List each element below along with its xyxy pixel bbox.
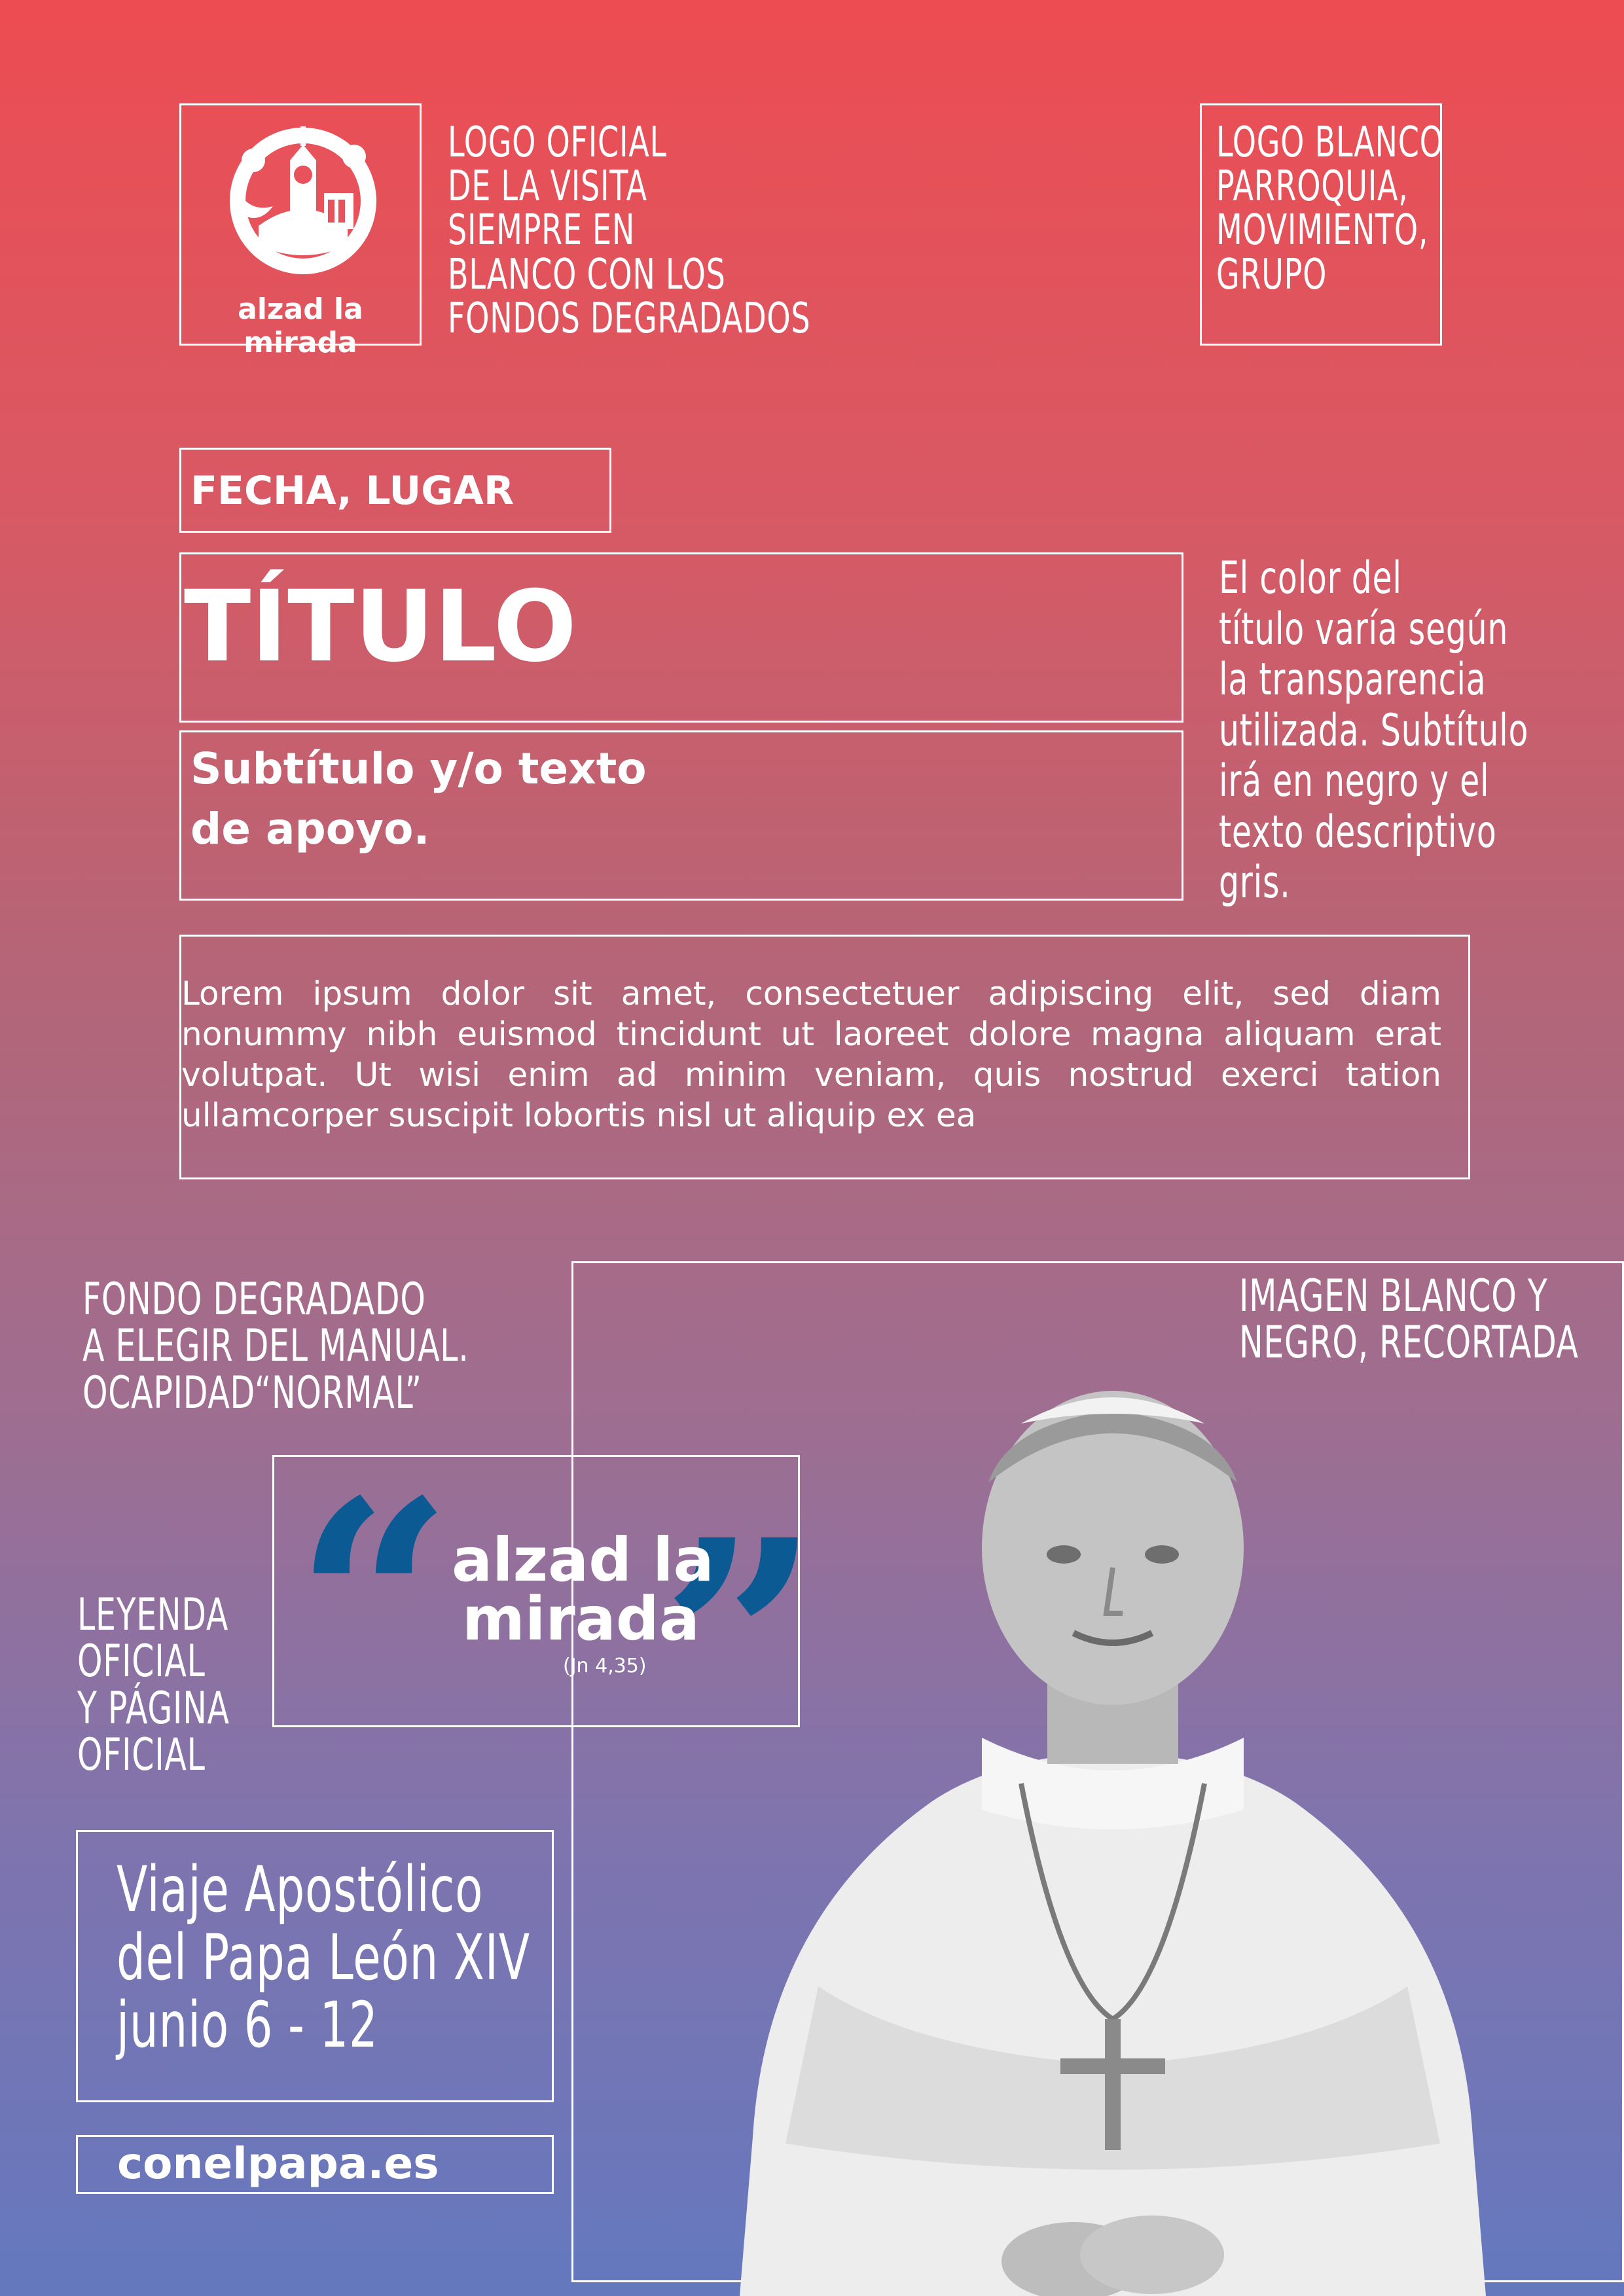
note-line: texto descriptivo <box>1219 806 1497 858</box>
quote-line-2: mirada <box>462 1584 700 1654</box>
trip-line: del Papa León XIV <box>117 1920 530 1994</box>
trip-line: junio 6 - 12 <box>117 1988 378 2062</box>
close-quote-icon: ” <box>661 1480 820 1803</box>
note-line: PARROQUIA, <box>1216 162 1409 211</box>
note-line: MOVIMIENTO, <box>1216 206 1429 255</box>
note-line: gris. <box>1219 857 1291 909</box>
note-legend <box>77 1589 230 1782</box>
date-place-box <box>179 448 611 533</box>
open-quote-icon: “ <box>295 1441 453 1764</box>
note-line: LOGO OFICIAL <box>448 118 667 167</box>
note-white-logo <box>1216 118 1444 299</box>
note-line: LEYENDA <box>77 1589 229 1641</box>
note-line: SIEMPRE EN <box>448 206 636 255</box>
subtitle <box>190 739 647 860</box>
website-link[interactable]: conelpapa.es <box>117 2138 439 2189</box>
note-line: Y PÁGINA <box>77 1682 230 1734</box>
note-line: FONDO DEGRADADO <box>82 1274 426 1325</box>
note-line: GRUPO <box>1216 250 1327 299</box>
note-line: IMAGEN BLANCO Y <box>1239 1270 1548 1322</box>
official-logo-box <box>179 103 422 359</box>
subtitle-box <box>179 730 1183 901</box>
title-box <box>179 552 1183 723</box>
note-line: DE LA VISITA <box>448 162 647 211</box>
note-line: OCAPIDAD“NORMAL” <box>82 1367 422 1419</box>
note-line: El color del <box>1219 552 1402 604</box>
body-text: Lorem ipsum dolor sit amet, consectetuer adipiscing elit, sed diam nonummy nibh euismod tincidunt ut laoreet dolore magna aliquam erat volutpat. Ut wisi enim ad minim veniam, quis nostrud exerci tation ullamcorper suscipit lobortis nisl ut aliquip ex ea <box>181 975 1441 1134</box>
quote-line-1: alzad la <box>452 1525 714 1595</box>
logo-caption: alzad la mirada <box>238 293 363 359</box>
note-line: OFICIAL <box>77 1636 206 1688</box>
note-line: título varía según <box>1219 603 1509 655</box>
note-line: FONDOS DEGRADADOS <box>448 294 811 343</box>
note-line: la transparencia <box>1219 654 1487 706</box>
subtitle-line: de apoyo. <box>190 804 430 855</box>
note-line: BLANCO CON LOS <box>448 250 726 299</box>
note-line: irá en negro y el <box>1219 755 1490 808</box>
note-line: utilizada. Subtítulo <box>1219 704 1529 757</box>
visit-logo-icon <box>213 115 393 285</box>
note-line: A ELEGIR DEL MANUAL. <box>82 1320 469 1372</box>
note-background <box>82 1274 469 1419</box>
subtitle-line: Subtítulo y/o texto <box>190 744 647 794</box>
website-box <box>76 2135 554 2194</box>
trip-info <box>117 1853 530 2062</box>
date-place-text: FECHA, LUGAR <box>190 468 514 514</box>
trip-line: Viaje Apostólico <box>117 1853 484 1926</box>
quote-reference: (Jn 4,35) <box>563 1655 647 1677</box>
page-title: TÍTULO <box>184 570 577 684</box>
note-line: OFICIAL <box>77 1729 206 1782</box>
official-legend-quote <box>295 1441 820 1803</box>
note-official-logo <box>448 118 811 343</box>
note-line: LOGO BLANCO <box>1216 118 1444 167</box>
note-line: NEGRO, RECORTADA <box>1239 1317 1579 1369</box>
note-title-color <box>1219 553 1528 908</box>
body-text-box <box>179 935 1470 1179</box>
